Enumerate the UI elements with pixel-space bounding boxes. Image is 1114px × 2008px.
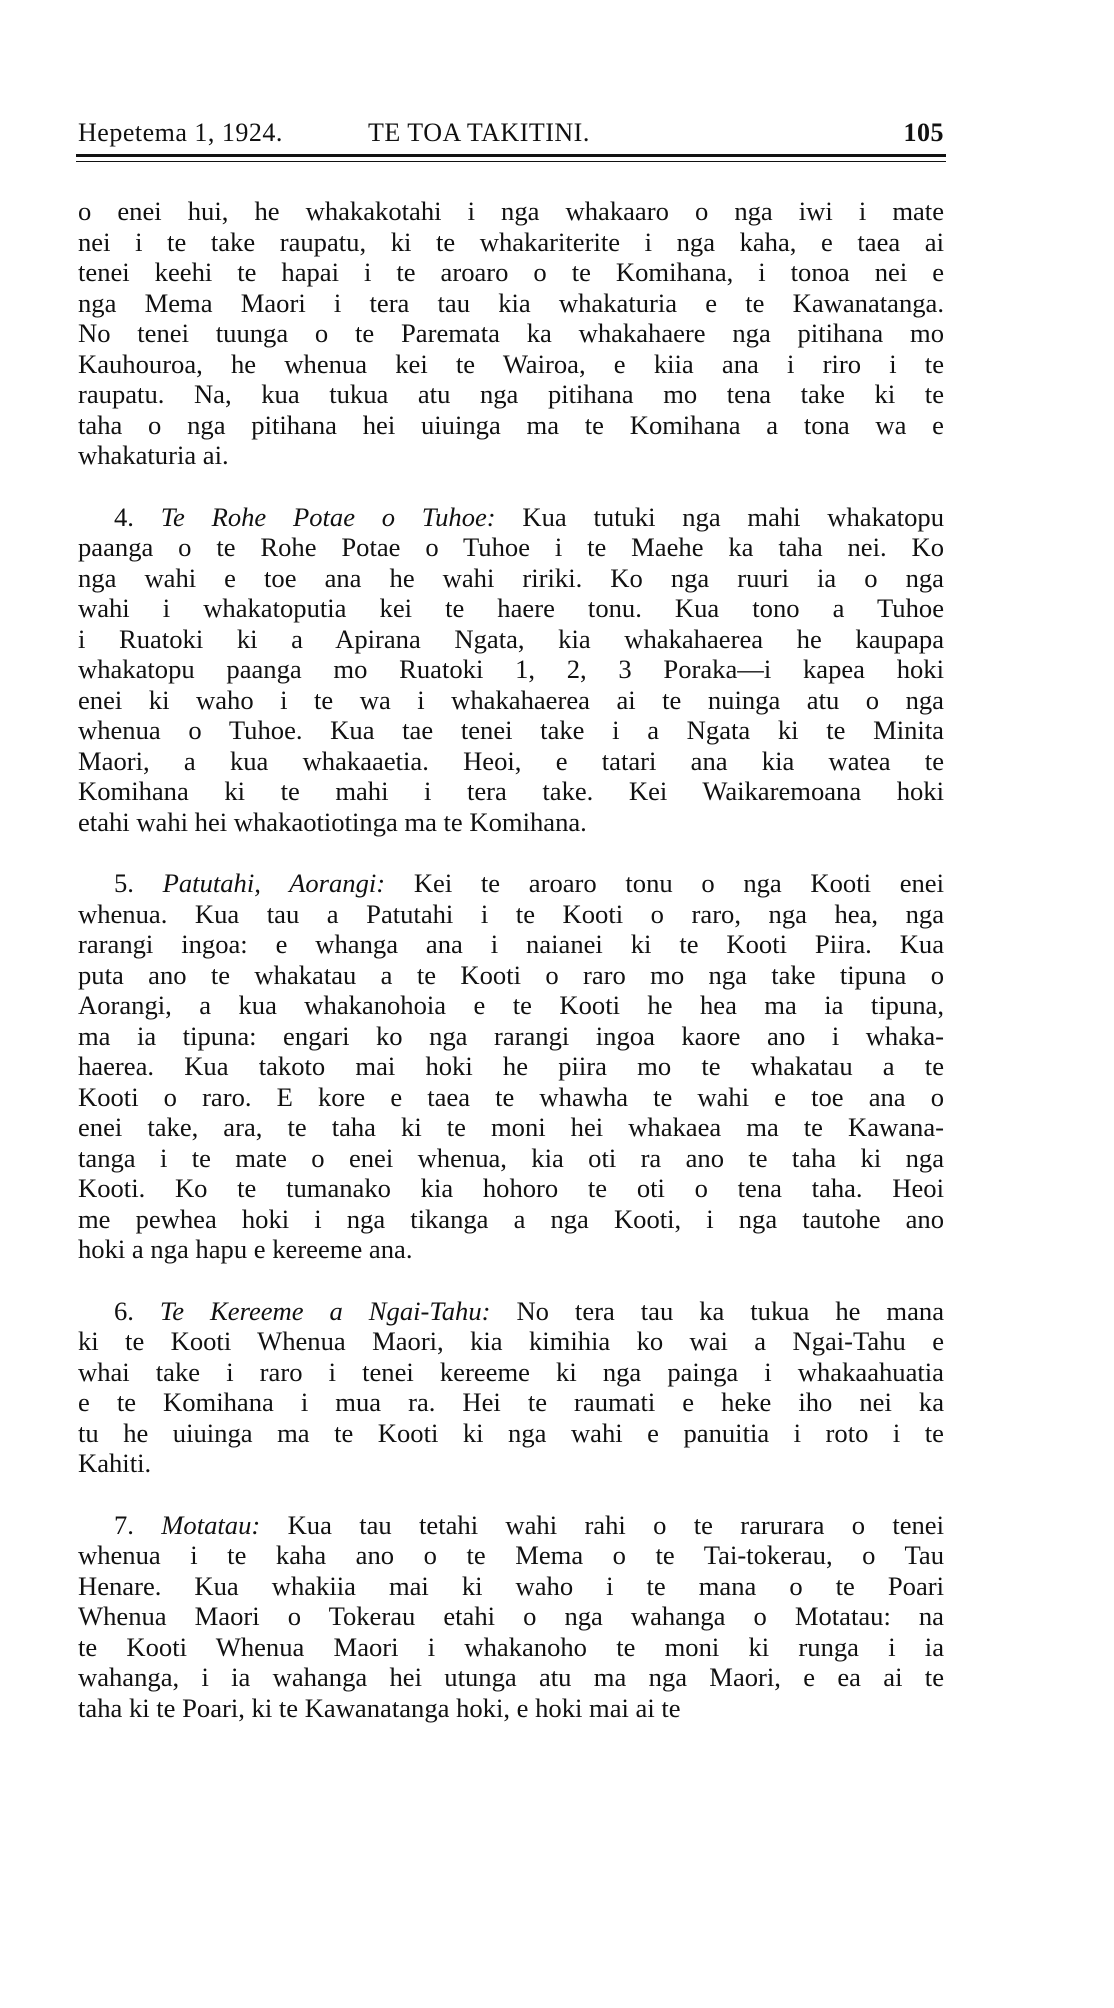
text-line: ma ia tipuna: engari ko nga rarangi ingoa kaore ano i whaka- [78, 1020, 944, 1051]
paragraph [78, 196, 944, 471]
header-publication-title: TE TOA TAKITINI. [368, 118, 590, 147]
text-line: raupatu. Na, kua tukua atu nga pitihana mo tena take ki te [78, 379, 944, 409]
text-line: whai take i raro i tenei kereeme ki nga painga i whakaahuatia [78, 1356, 944, 1387]
section-title: Motatau: [161, 1509, 261, 1540]
text-line: nei i te take raupatu, ki te whakariterite i nga kaha, e taea ai [78, 226, 944, 257]
text-line: whenua. Kua tau a Patutahi i te Kooti o raro, nga hea, nga [78, 898, 944, 929]
text-line: whakatopu paanga mo Ruatoki 1, 2, 3 Poraka—i kapea hoki [78, 654, 944, 684]
text-line: puta ano te whakatau a te Kooti o raro mo nga take tipuna o [78, 959, 944, 990]
text-line: Kooti. Ko te tumanako kia hohoro te oti o tena taha. Heoi [78, 1173, 944, 1203]
text-line: haerea. Kua takoto mai hoki he piira mo te whakatau a te [78, 1051, 944, 1081]
text-line: Komihana ki te mahi i tera take. Kei Waikaremoana hoki [78, 776, 944, 806]
text-line: enei take, ara, te taha ki te moni hei whakaea ma te Kawana- [78, 1112, 944, 1142]
text-line: i Ruatoki ki a Apirana Ngata, kia whakahaerea he kaupapa [78, 623, 944, 654]
paragraph [78, 1510, 944, 1724]
text-line [78, 868, 944, 899]
line-text: Kua tutuki nga mahi whakatopu [495, 501, 944, 532]
section-number: 4. [114, 501, 161, 532]
text-line: Maori, a kua whakaaetia. Heoi, e tatari ana kia watea te [78, 745, 944, 776]
section-number: 6. [114, 1295, 160, 1326]
paragraph [78, 502, 944, 838]
text-line: etahi wahi hei whakaotiotinga ma te Komihana. [78, 806, 587, 837]
text-line: tanga i te mate o enei whenua, kia oti ra ano te taha ki nga [78, 1142, 944, 1173]
text-line: o enei hui, he whakakotahi i nga whakaaro o nga iwi i mate [78, 196, 944, 226]
text-line: whakaturia ai. [78, 440, 229, 470]
header-rule-thick [76, 154, 946, 157]
text-line: wahi i whakatoputia kei te haere tonu. Kua tono a Tuhoe [78, 593, 944, 623]
text-line: tu he uiuinga ma te Kooti ki nga wahi e panuitia i roto i te [78, 1417, 944, 1448]
text-line: enei ki waho i te wa i whakahaerea ai te nuinga atu o nga [78, 684, 944, 715]
text-line: e te Komihana i mua ra. Hei te raumati e heke iho nei ka [78, 1387, 944, 1417]
section-title: Patutahi, Aorangi: [162, 868, 386, 898]
text-line: rarangi ingoa: e whanga ana i naianei ki te Kooti Piira. Kua [78, 929, 944, 959]
text-line: nga Mema Maori i tera tau kia whakaturia e te Kawanatanga. [78, 287, 944, 318]
paragraph [78, 868, 944, 1265]
text-line [78, 1510, 944, 1541]
section-number: 7. [114, 1509, 162, 1540]
text-line: Kahiti. [78, 1448, 152, 1478]
text-line: paanga o te Rohe Potae o Tuhoe i te Maehe ka taha nei. Ko [78, 532, 944, 562]
text-line: Kooti o raro. E kore e taea te whawha te wahi e toe ana o [78, 1081, 944, 1112]
text-line: wahanga, i ia wahanga hei utunga atu ma nga Maori, e ea ai te [78, 1662, 944, 1692]
text-line: Aorangi, a kua whakanohoia e te Kooti he hea ma ia tipuna, [78, 990, 944, 1020]
page-number: 105 [903, 118, 944, 147]
text-line [78, 1296, 944, 1327]
text-line: Henare. Kua whakiia mai ki waho i te mana o te Poari [78, 1570, 944, 1601]
text-line: taha o nga pitihana hei uiuinga ma te Komihana a tona wa e [78, 409, 944, 440]
paragraph [78, 1296, 944, 1479]
text-line: whenua o Tuhoe. Kua tae tenei take i a Ngata ki te Minita [78, 715, 944, 745]
section-title: Te Kereeme a Ngai-Tahu: [159, 1295, 491, 1326]
running-head [78, 118, 944, 158]
header-date: Hepetema 1, 1924. [78, 118, 283, 147]
text-line: te Kooti Whenua Maori i whakanoho te moni ki runga i ia [78, 1631, 944, 1662]
text-line: hoki a nga hapu e kereeme ana. [78, 1234, 413, 1264]
section-title: Te Rohe Potae o Tuhoe: [160, 501, 496, 532]
text-line: ki te Kooti Whenua Maori, kia kimihia ko wai a Ngai-Tahu e [78, 1326, 944, 1356]
body-text [78, 196, 944, 1754]
text-line [78, 502, 944, 533]
text-line: Whenua Maori o Tokerau etahi o nga wahanga o Motatau: na [78, 1601, 944, 1631]
line-text: Kei te aroaro tonu o nga Kooti enei [385, 868, 944, 898]
text-line: Kauhouroa, he whenua kei te Wairoa, e kiia ana i riro i te [78, 348, 944, 379]
text-line: whenua i te kaha ano o te Mema o te Tai-tokerau, o Tau [78, 1540, 944, 1570]
text-line: No tenei tuunga o te Paremata ka whakahaere nga pitihana mo [78, 318, 944, 348]
header-rule-thin [76, 161, 946, 162]
text-line: taha ki te Poari, ki te Kawanatanga hoki, e hoki mai ai te [78, 1692, 681, 1723]
text-line: tenei keehi te hapai i te aroaro o te Komihana, i tonoa nei e [78, 257, 944, 287]
text-line: nga wahi e toe ana he wahi ririki. Ko nga ruuri ia o nga [78, 562, 944, 593]
text-line: me pewhea hoki i nga tikanga a nga Kooti, i nga tautohe ano [78, 1203, 944, 1234]
line-text: No tera tau ka tukua he mana [490, 1295, 944, 1326]
line-text: Kua tau tetahi wahi rahi o te rarurara o tenei [260, 1509, 944, 1540]
section-number: 5. [114, 868, 163, 898]
